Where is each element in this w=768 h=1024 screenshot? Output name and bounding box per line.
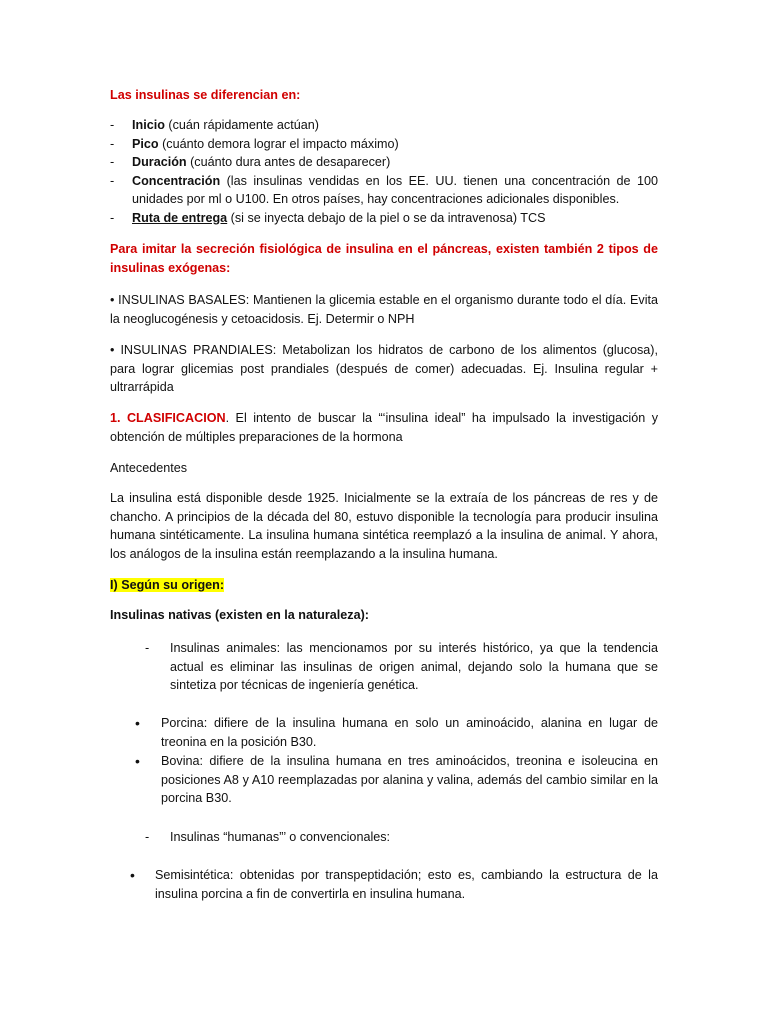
antecedentes-paragraph: La insulina está disponible desde 1925. Inicialmente se la extraía de los páncreas de res y de chancho. A principios de la década del 80, estuvo disponible la tecnología para producir insulina humana sintéticamente. La insulina humana sintética reemplazó a la insulina de animal. Y ahora, los análogos de la insulina están reemplazando a la insulina humana. xyxy=(110,491,658,561)
antecedentes-title: Antecedentes xyxy=(110,461,188,475)
porcina-item: • Porcina: difiere de la insulina humana en solo un aminoácido, alanina en lugar de treonina en la posición B30. xyxy=(135,715,658,749)
bovina-item: • Bovina: difiere de la insulina humana en tres aminoácidos, treonina e isoleucina en posiciones A8 y A10 reemplazadas por alanina y valina, además del cambio similar en la porcina B30. xyxy=(135,753,658,805)
list-item-pico: - Pico (cuánto demora lograr el impacto máximo) xyxy=(110,136,399,151)
list-item-ruta: - Ruta de entrega (si se inyecta debajo de la piel o se da intravenosa) TCS xyxy=(110,210,546,225)
humanas-item: - Insulinas “humanas”’ o convencionales: xyxy=(145,830,391,844)
origen-heading: I) Según su origen: xyxy=(110,578,225,592)
heading-imitar: Para imitar la secreción fisiológica de insulina en el páncreas, existen también 2 tipos de insulinas exógenas: xyxy=(110,242,658,275)
list-item-concentracion: - Concentración (las insulinas vendidas en los EE. UU. tienen una concentración de 100 unidades por ml o U100. En otros países, hay concentraciones adicionales disponibles. xyxy=(110,173,658,206)
semisintetica-item: • Semisintética: obtenidas por transpeptidación; esto es, cambiando la estructura de la insulina porcina a fin de convertirla en insulina humana. xyxy=(130,867,658,901)
list-item-duracion: - Duración (cuánto dura antes de desaparecer) xyxy=(110,155,391,169)
diff-list xyxy=(110,116,658,227)
nativas-heading: Insulinas nativas (existen en la naturaleza): xyxy=(110,608,369,622)
paragraph-clasificacion: 1. CLASIFICACION. El intento de buscar la “‘insulina ideal” ha impulsado la investigación y obtención de múltiples preparaciones de la hormona xyxy=(110,411,658,444)
heading-diferencian: Las insulinas se diferencian en: xyxy=(110,88,301,102)
paragraph-basales: • INSULINAS BASALES: Mantienen la glicemia estable en el organismo durante todo el día. Evita la neoglucogénesis y cetoacidosis. Ej. Determir o NPH xyxy=(110,293,659,326)
list-item-inicio: - Inicio (cuán rápidamente actúan) xyxy=(110,118,319,132)
animales-item: - Insulinas animales: las mencionamos por su interés histórico, ya que la tendencia actual es eliminar las insulinas de origen animal, dejando solo la humana que se sintetiza por técnicas de ingeniería genética. xyxy=(145,641,658,692)
paragraph-prandiales: • INSULINAS PRANDIALES: Metabolizan los hidratos de carbono de los alimentos (glucosa), para lograr glicemias post prandiales (después de comer) adecuadas. Ej. Insulina regular + ultrarrápida xyxy=(110,343,658,394)
